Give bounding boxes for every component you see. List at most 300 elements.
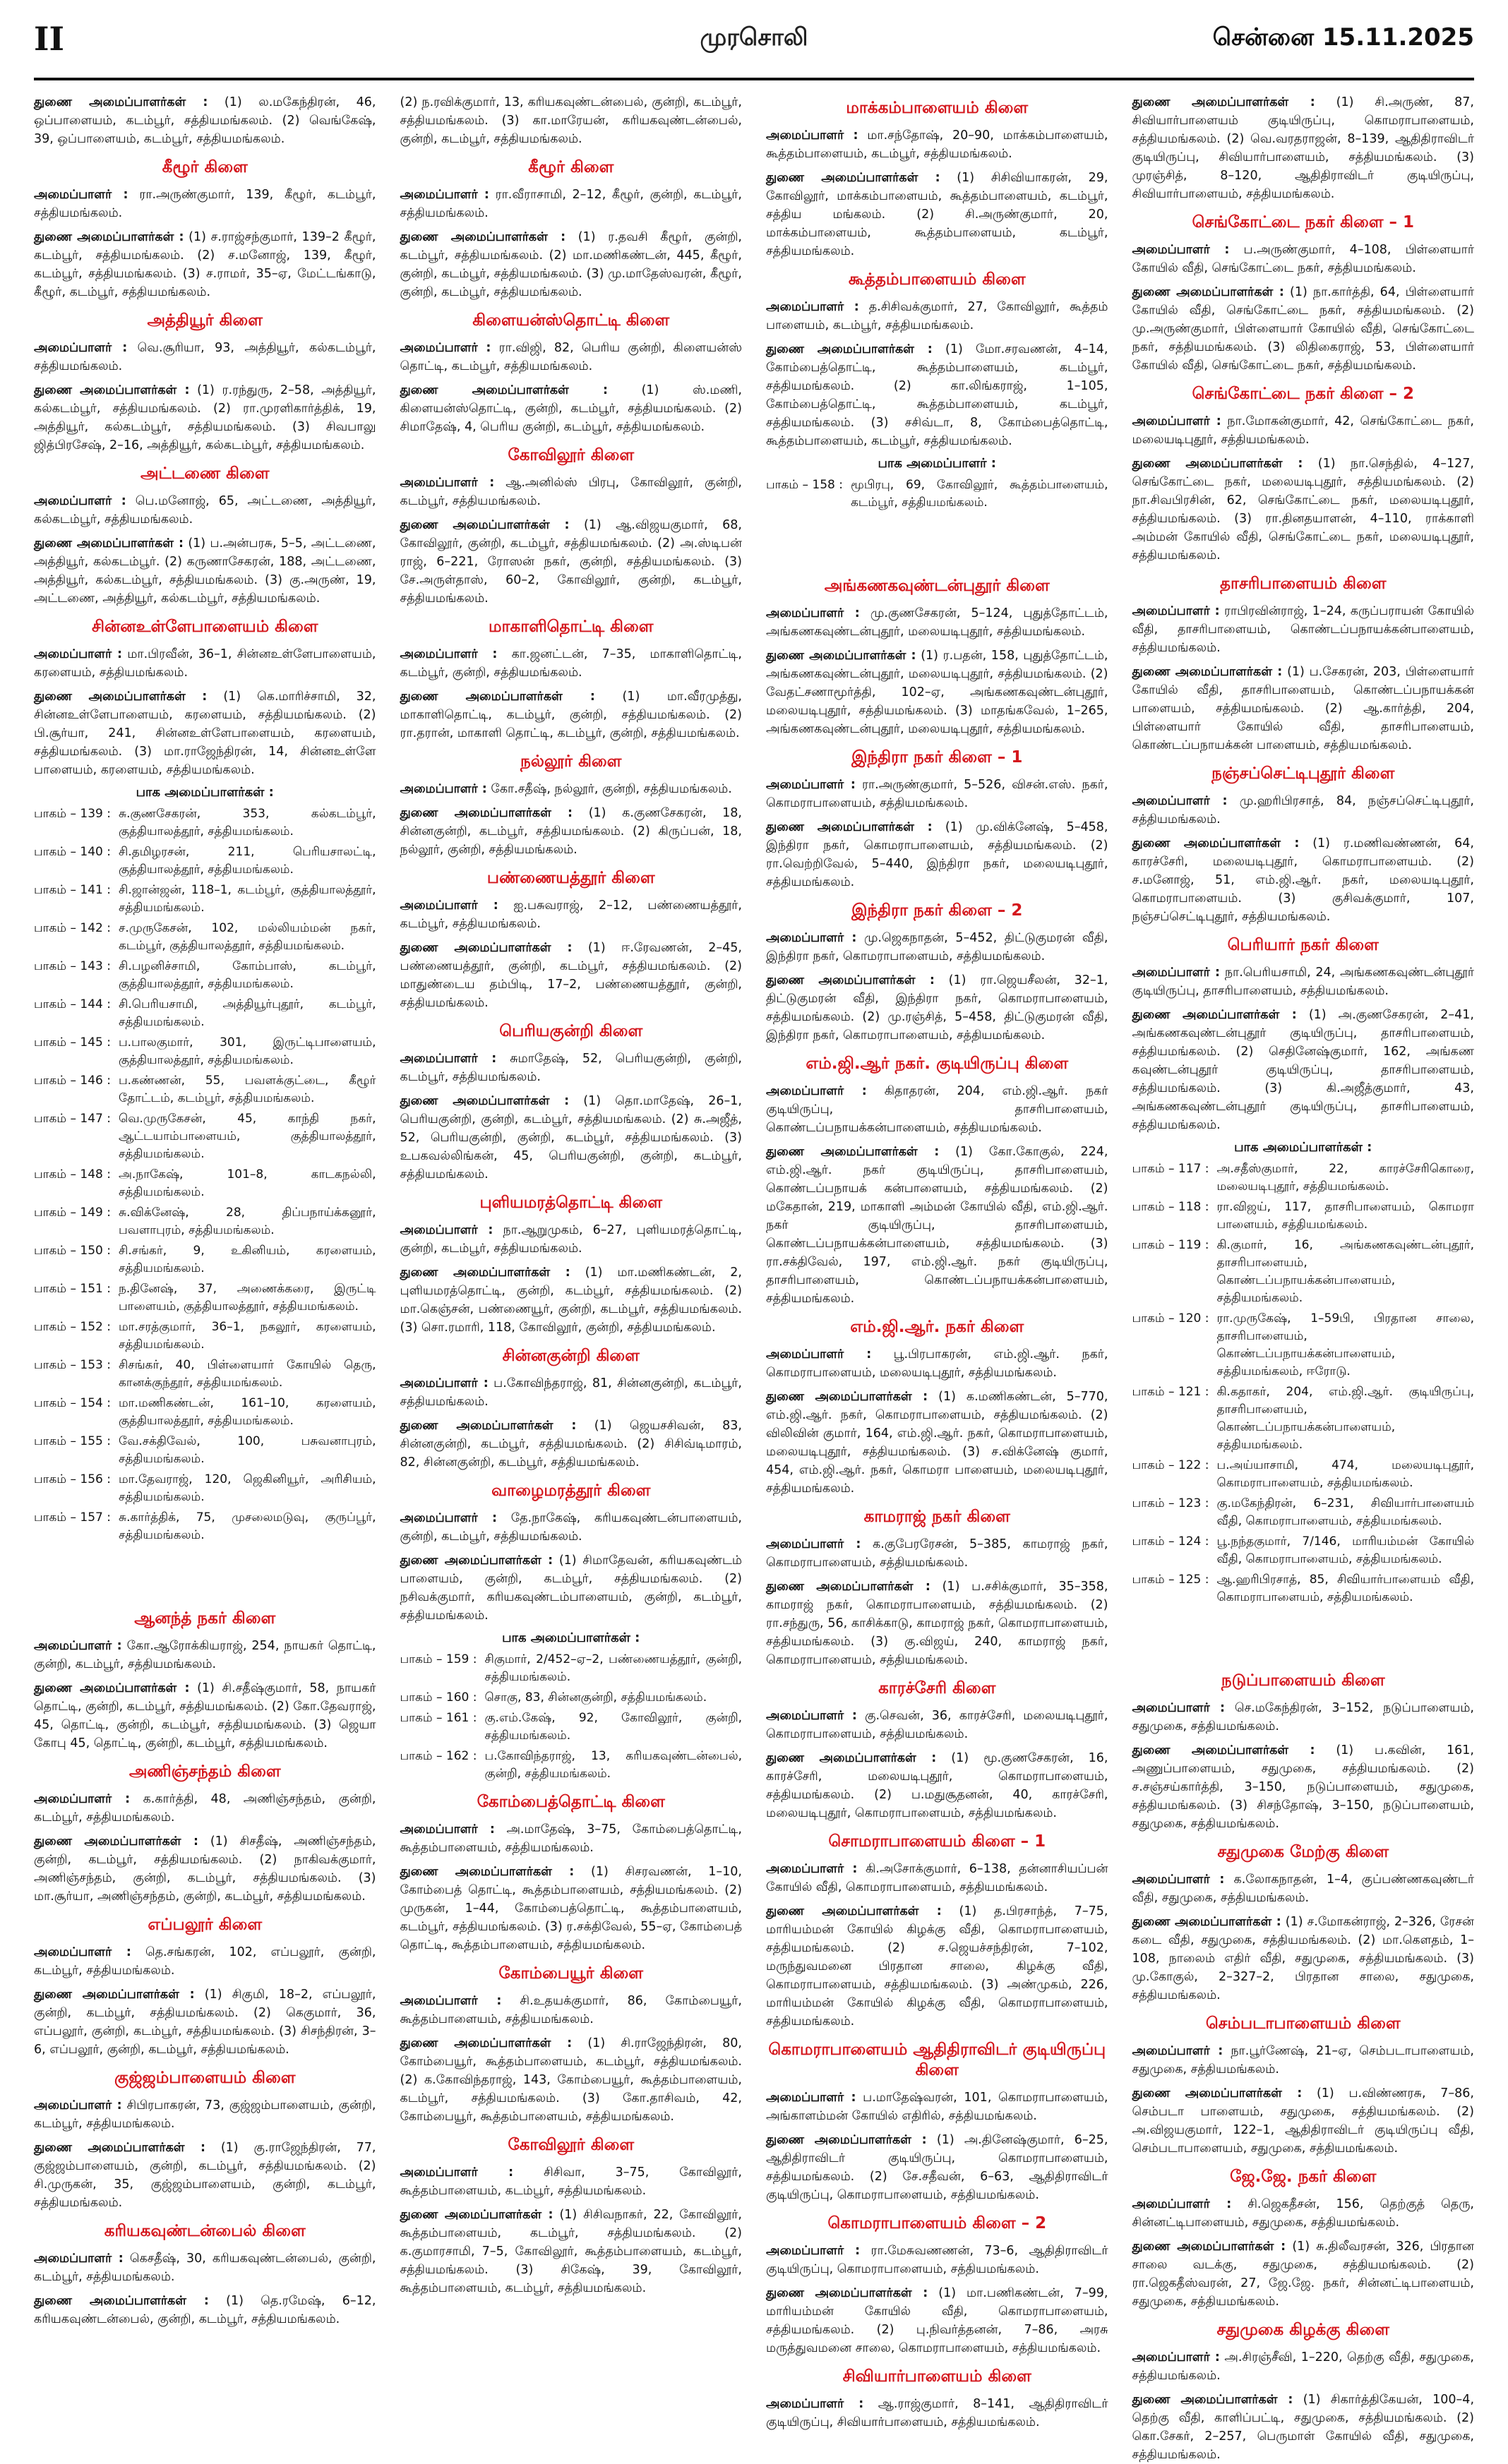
branch-section (34, 1916, 376, 2059)
branch-section (1132, 764, 1475, 926)
deputy-organizers-entry (400, 516, 743, 608)
deputy-organizers-value: (1) மூ.குணசேகரன், 16, காரச்சேரி, மலையடிபுதூர், கொமராபாளையம், சத்தியமங்கலம். (2) ப.மதுசூதனன், 40, காரச்சேரி, மலையடிபுதூர், கொமராபாளையம், சத்தியமங்கலம். (766, 1751, 1108, 1820)
booth-row (1132, 1533, 1475, 1568)
organizer-label: அமைப்பாளர் : (1132, 794, 1228, 808)
organizer-label: அமைப்பாளர் : (34, 647, 123, 661)
deputy-organizers-value: (1) சிசதீஷ், அணிஞ்சந்தம், குன்றி, கடம்பூர், சத்தியமங்கலம். (2) நாகிவக்குமார், அணிஞ்சந்தம், குன்றி, கடம்பூர், சத்தியமங்கலம். (3) மா.சூர்யா, அணிஞ்சந்தம், குன்றி, கடம்பூர், சத்தியமங்கலம். (34, 1834, 376, 1904)
organizer-label: அமைப்பாளர் : (34, 1639, 122, 1653)
booth-row (1132, 1457, 1475, 1492)
deputy-organizers-entry (766, 1388, 1108, 1498)
organizer-label: அமைப்பாளர் : (400, 1994, 502, 2008)
booth-organizer: சொகு, 83, சின்னகுன்றி, சத்தியமங்கலம். (484, 1690, 707, 1705)
column-2 (400, 93, 743, 2309)
booth-number: பாகம் – 118 : (1132, 1200, 1209, 1214)
booth-organizer: சிகுமார், 2/452–ஏ–2, பண்ணையத்தூர், குன்றி, சத்தியமங்கலம். (484, 1652, 742, 1684)
organizer-label: அமைப்பாளர் : (766, 2397, 864, 2411)
organizer-entry (34, 645, 376, 682)
organizer-label: அமைப்பாளர் : (400, 1511, 497, 1525)
organizer-label: அமைப்பாளர் : (766, 2091, 856, 2105)
branch-heading: அணிஞ்சந்தம் கிளை (128, 1762, 281, 1781)
branch-section (766, 2367, 1108, 2432)
deputy-organizers-label: துணை அமைப்பாளர்கள் : (34, 95, 208, 109)
booth-number: பாகம் – 158 : (766, 478, 843, 492)
deputy-organizers-entry (34, 1832, 376, 1906)
deputy-organizers-label: துணை அமைப்பாளர்கள் : (400, 1094, 570, 1108)
deputy-organizers-label: துணை அமைப்பாளர்கள் : (1132, 1008, 1297, 1022)
organizer-value: ஆ.அனில்ஸ் பிரபு, கோவிலூர், குன்றி, கடம்பூர், சத்தியமங்கலம். (400, 476, 742, 508)
organizer-entry (400, 339, 743, 375)
deputy-organizers-value: (1) கு.ராஜேந்திரன், 77, குஜ்ஜம்பாளையம், குன்றி, கடம்பூர், சத்தியமங்கலம். (2) சி.முருகன், 35, குஜ்ஜம்பாளையம், குன்றி, கடம்பூர், சத்தியமங்கலம். (34, 2141, 376, 2210)
organizer-entry (400, 1509, 743, 1546)
branch-section (766, 577, 1108, 738)
organizer-value: மு.ஹரிபிரசாத், 84, நஞ்சப்செட்டிபுதூர், சத்தியமங்கலம். (1132, 794, 1474, 827)
branch-section (1132, 2321, 1475, 2464)
deputy-organizers-label: துணை அமைப்பாளர்கள் : (766, 171, 940, 185)
organizer-value: சி.ஜெகதீசன், 156, தெற்குத் தெரு, சின்னட்டிபாளையம், சதுமுகை, சத்தியமங்கலம். (1132, 2197, 1474, 2230)
booth-row (34, 1395, 376, 1430)
organizer-entry (400, 1820, 743, 1857)
deputy-organizers-entry (400, 1551, 743, 1625)
organizer-value: பூ.பிரபாகரன், எம்.ஜி.ஆர். நகர், கொமராபாளையம், மலையடிபுதூர், சத்தியமங்கலம். (766, 1347, 1108, 1380)
organizer-value: ப.மாதேஷ்வரன், 101, கொமராபாளையம், அங்காளம்மன் கோயில் எதிரில், சத்தியமங்கலம். (766, 2091, 1108, 2123)
organizer-entry (766, 1082, 1108, 1137)
organizer-label: அமைப்பாளர் : (766, 931, 857, 945)
organizer-value: நா.ஆறுமுகம், 6–27, புளியமரத்தொட்டி, குன்றி, கடம்பூர், சத்தியமங்கலம். (400, 1223, 742, 1256)
deputy-organizers-label: துணை அமைப்பாளர்கள் : (1132, 1743, 1315, 1757)
booth-number: பாகம் – 147 : (34, 1112, 111, 1126)
booth-number: பாகம் – 146 : (34, 1074, 111, 1088)
organizer-label: அமைப்பாளர் : (766, 1537, 861, 1551)
branch-heading: பண்ணையத்தூர் கிளை (486, 869, 655, 887)
organizer-value: ரா.மேசுவணணன், 73–6, ஆதிதிராவிடர் குடியிருப்பு, கொமராபாளையம், சத்தியமங்கலம். (766, 2244, 1108, 2276)
organizer-value: கெசதீஷ், 30, கரியகவுண்டன்பைல், குன்றி, கடம்பூர், சத்தியமங்கலம். (34, 2252, 376, 2284)
branch-heading: நல்லூர் கிளை (520, 752, 622, 771)
branch-section (1132, 1843, 1475, 2005)
deputy-organizers-label: துணை அமைப்பாளர்கள் : (400, 2208, 553, 2222)
branch-heading: சதுமுகை மேற்கு கிளை (1217, 1843, 1389, 1861)
organizer-value: சிசிவா, 3–75, கோவிலூர், கூத்தம்பாளையம், கடம்பூர், சத்தியமங்கலம். (400, 2165, 742, 2198)
deputy-organizers-entry (400, 804, 743, 859)
branch-section (766, 1832, 1108, 2031)
deputy-organizers-value: (1) மா.மணிகண்டன், 2, புளியமரத்தொட்டி, குன்றி, கடம்பூர், சத்தியமங்கலம். (2) மா.கெஞ்சன், பண்ணையூர், குன்றி, கடம்பூர், சத்தியமங்கலம். (3) சொ.ரமாரி, 118, கோவிலூர், குன்றி, சத்தியமங்கலம். (400, 1266, 742, 1335)
organizer-label: அமைப்பாளர் : (1132, 2197, 1232, 2211)
deputy-organizers-entry (1132, 2084, 1475, 2158)
branch-heading: காரச்சேரி கிளை (878, 1679, 996, 1697)
article-columns (34, 93, 1475, 2462)
branch-section (766, 1054, 1108, 1308)
booth-number: பாகம் – 141 : (34, 883, 111, 897)
branch-section (766, 901, 1108, 1045)
organizer-entry (766, 604, 1108, 641)
booth-number: பாகம் – 161 : (400, 1711, 477, 1725)
branch-heading: வாழைமரத்தூர் கிளை (491, 1482, 651, 1500)
booth-number: பாகம் – 154 : (34, 1396, 111, 1410)
organizer-value: கோ.ஆரோக்கியராஜ், 254, நாயகர் தொட்டி, குன்றி, கடம்பூர், சத்தியமங்கலம். (34, 1639, 376, 1671)
deputy-organizers-entry (766, 340, 1108, 450)
branch-heading: தாசரிபாளையம் கிளை (1219, 575, 1387, 593)
deputy-organizers-entry (400, 1263, 743, 1337)
organizer-label: அமைப்பாளர் : (1132, 2044, 1223, 2058)
booth-number: பாகம் – 119 : (1132, 1238, 1209, 1252)
branch-heading: கொமராபாளையம் கிளை – 2 (827, 2214, 1047, 2232)
organizer-label: அமைப்பாளர் : (400, 1223, 493, 1237)
deputy-organizers-label: துணை அமைப்பாளர்கள் : (400, 806, 573, 820)
deputy-organizers-entry (400, 939, 743, 1012)
organizer-value: ரா.வீராசாமி, 2–12, கீழூர், குன்றி, கடம்பூர், சத்தியமங்கலம். (400, 188, 742, 220)
booth-row (34, 1072, 376, 1107)
organizer-entry (1132, 2195, 1475, 2232)
deputy-organizers-value: (1) ப.விண்ணரசு, 7–86, செம்படா பாளையம், சதுமுகை, சத்தியமங்கலம். (2) அ.விஜயகுமார், 122–1, ஆதிதிராவிடர் குடியிருப்பு வீதி, செம்படாபாளையம், சதுமுகை, சத்தியமங்கலம். (1132, 2086, 1474, 2156)
deputy-organizers-value: (1) ஆ.விஜயகுமார், 68, கோவிலூர், குன்றி, கடம்பூர், சத்தியமங்கலம். (2) அ.ஸ்டிபன் ராஜ், 6–221, ரோஸன் நகர், குன்றி, சத்தியமங்கலம். (3) சே.அருள்தாஸ், 60–2, கோவிலூர், குன்றி, கடம்பூர், சத்தியமங்கலம். (400, 518, 742, 606)
deputy-organizers-value: (1) கெ.மாரிச்சாமி, 32, சின்னஉள்ளேபாளையம், கரளையம், சத்தியமங்கலம். (2) பி.சூர்யா, 241, சின்னஉள்ளேபாளையம், கரளையம், சத்தியமங்கலம். (3) மா.ராஜேந்திரன், 14, சின்னஉள்ளே பாளையம், கரளையம், சத்தியமங்கலம். (34, 690, 376, 777)
booth-row (1132, 1237, 1475, 1307)
booth-row (34, 1318, 376, 1354)
branch-section (34, 2222, 376, 2328)
deputy-organizers-label: துணை அமைப்பாளர்கள் : (34, 1834, 198, 1849)
deputy-organizers-label: துணை அமைப்பாளர்கள் : (766, 1580, 930, 1594)
deputy-organizers-entry (1132, 93, 1475, 203)
booth-organizer: சி.பெரியசாமி, அத்தியூர்புதூர், கடம்பூர், சத்தியமங்கலம். (119, 997, 376, 1029)
branch-section (766, 748, 1108, 891)
organizer-label: அமைப்பாளர் : (400, 647, 498, 661)
branch-section (34, 618, 376, 1544)
organizer-entry (766, 298, 1108, 335)
booth-row (34, 1242, 376, 1278)
branch-heading: இந்திரா நகர் கிளை – 1 (851, 748, 1023, 767)
booth-organizer: மா.மணிகண்டன், 161–10, கரளையம், குத்தியாலத்தூர், சத்தியமங்கலம். (119, 1396, 376, 1428)
deputy-organizers-entry (766, 647, 1108, 738)
organizer-value: பெ.மனோஜ், 65, அட்டணை, அத்தியூர், கல்கடம்பூர், சத்தியமங்கலம். (34, 494, 376, 527)
booth-number: பாகம் – 162 : (400, 1749, 477, 1763)
booth-row (1132, 1310, 1475, 1381)
deputy-organizers-value: (1) மா.வீரமுத்து, மாகாளிதொட்டி, கடம்பூர், குன்றி, சத்தியமங்கலம். (2) ரா.தரான், மாகாளி தொட்டி, கடம்பூர், குன்றி, சத்தியமங்கலம். (400, 690, 742, 740)
deputy-organizers-label: துணை அமைப்பாளர்கள் : (34, 230, 184, 244)
organizer-value: நா.பெரியசாமி, 24, அங்கணகவுண்டன்புதூர் குடியிருப்பு, தாசரிபாளையம், சத்தியமங்கலம். (1132, 966, 1474, 998)
booth-row (34, 1110, 376, 1163)
branch-section (34, 1609, 376, 1753)
deputy-organizers-label: துணை அமைப்பாளர்கள் : (766, 1904, 942, 1918)
deputy-organizers-entry (1132, 663, 1475, 755)
booth-organizer: ஆ.ஹரிபிரசாத், 85, சிவியார்பாளையம் வீதி, கொமராபாளையம், சத்தியமங்கலம். (1216, 1573, 1474, 1604)
column-gap (34, 1554, 376, 1604)
organizer-entry (766, 776, 1108, 812)
deputy-organizers-entry (766, 818, 1108, 891)
organizer-label: அமைப்பாளர் : (400, 188, 489, 202)
booth-organizers-heading: பாக அமைப்பாளர்கள் : (1234, 1140, 1372, 1155)
deputy-organizers-value: (1) க.மணிகண்டன், 5–770, எம்.ஜி.ஆர். நகர், கொமராபாளையம், சத்தியமங்கலம். (2) விலிவின் குமார், 164, எம்.ஜி.ஆர். நகர், கொமராபாளையம், மலையடிபுதூர், சத்தியமங்கலம். (3) ச.விக்னேஷ் குமார், 454, எம்.ஜி.ஆர். நகர், கொமரா பாளையம், மலையடிபுதூர், சத்தியமங்கலம். (766, 1390, 1108, 1496)
organizer-label: அமைப்பாளர் : (34, 494, 126, 508)
deputy-organizers-value: (1) சிசிவியாகரன், 29, கோவிலூர், மாக்கம்பாளையம், கூத்தம்பாளையம், கடம்பூர், சத்திய மங்கலம். (2) சி.அருண்குமார், 20, மாக்கம்பாளையம், கூத்தம்பாளையம், கடம்பூர், சத்தியமங்கலம். (766, 171, 1108, 258)
booth-number: பாகம் – 121 : (1132, 1385, 1209, 1399)
organizer-label: அமைப்பாளர் : (1132, 2350, 1220, 2364)
organizer-value: சுமாதேஷ், 52, பெரியகுன்றி, குன்றி, கடம்பூர், சத்தியமங்கலம். (400, 1052, 742, 1084)
booth-row (34, 1280, 376, 1316)
booth-number: பாகம் – 144 : (34, 997, 111, 1011)
deputy-organizers-value: (1) சிசிவநாகர், 22, கோவிலூர், கூத்தம்பாளையம், கடம்பூர், சத்தியமங்கலம். (2) க.குமாரசாமி, 7–5, கோவிலூர், கூத்தம்பாளையம், கடம்பூர், சத்தியமங்கலம். (3) சிகேஷ், 39, கோவிலூர், கூத்தம்பாளையம், கடம்பூர், சத்தியமங்கலம். (400, 2208, 742, 2295)
deputy-organizers-entry (34, 228, 376, 301)
newspaper-title: முரசொலி (700, 23, 808, 52)
booth-organizer: கு.மகேந்திரன், 6–231, சிவியார்பாளையம் வீதி, கொமராபாளையம், சத்தியமங்கலம். (1216, 1496, 1474, 1528)
deputy-organizers-entry (34, 1679, 376, 1753)
organizer-label: அமைப்பாளர் : (766, 1862, 858, 1876)
branch-section (400, 1194, 743, 1337)
booth-row (34, 996, 376, 1031)
branch-heading: பெரியகுன்றி கிளை (499, 1022, 643, 1040)
deputy-organizers-value: (1) சிகார்த்திகேயன், 100–4, தெற்கு வீதி, காளிப்பட்டி, சதுமுகை, சத்தியமங்கலம். (2) கொ.சேகர், 2–257, பெருமாள் கோயில் வீதி, சதுமுகை, சத்தியமங்கலம். (1132, 2393, 1475, 2462)
branch-heading: கீழூர் கிளை (162, 158, 248, 176)
organizer-value: ராபிரவின்ராஜ், 1–24, கருப்பராயன் கோயில் வீதி, தாசரிபாளையம், கொண்டப்பநாயக்கன்பாளையம், சத்தியமங்கலம். (1132, 604, 1474, 655)
deputy-organizers-label: துணை அமைப்பாளர்கள் : (34, 383, 190, 397)
deputy-organizers-label: துணை அமைப்பாளர்கள் : (400, 518, 570, 532)
deputy-organizers-value: (1) தெ.ரமேஷ், 6–12, கரியகவுண்டன்பைல், குன்றி, கடம்பூர், சத்தியமங்கலம். (34, 2294, 376, 2326)
deputy-organizers-value: (1) சிமாதேவன், கரியகவுண்டம் பாளையம், குன்றி, கடம்பூர், சத்தியமங்கலம். (2) நசிவக்குமார், கரியகவுண்டம்பாளையம், குன்றி, கடம்பூர், சத்தியமங்கலம். (400, 1553, 743, 1623)
organizer-label: அமைப்பாளர் : (400, 899, 498, 913)
branch-section (766, 1679, 1108, 1822)
booth-organizer: சு.விக்னேஷ், 28, திப்பநாய்க்கனூர், பவளாபுரம், சத்தியமங்கலம். (119, 1206, 376, 1237)
branch-heading: மாக்கம்பாளையம் கிளை (846, 99, 1029, 117)
deputy-organizers-value: (1) சு.திலீவரசன், 326, பிரதான சாலை வடக்கு, சதுமுகை, சத்தியமங்கலம். (2) ரா.ஜெகதீஸ்வரன், 27, ஜே.ஜே. நகர், சின்னட்டிபாளையம், சதுமுகை, சத்தியமங்கலம். (1132, 2240, 1474, 2309)
deputy-organizers-value: (1) ஸ்.மணி, கிளையன்ஸ்தொட்டி, குன்றி, கடம்பூர், சத்தியமங்கலம். (2) சிமாதேஷ், 4, பெரிய குன்றி, கடம்பூர், சத்தியமங்கலம். (400, 383, 742, 434)
organizer-label: அமைப்பாளர் : (1132, 243, 1230, 257)
deputy-organizers-label: துணை அமைப்பாளர்கள் : (400, 690, 595, 704)
deputy-organizers-label: துணை அமைப்பாளர்கள் : (400, 383, 608, 397)
organizer-label: அமைப்பாளர் : (1132, 414, 1221, 428)
deputy-organizers-value: (1) ச.மோகன்ராஜ், 2–326, ரேசன் கடை வீதி, சதுமுகை, சத்தியமங்கலம். (2) மா.கௌதம், 1–108, நாலைம் எதிர் வீதி, சதுமுகை, சத்தியமங்கலம். (3) மு.கோகுல், 2–327–2, பிரதான சாலை, சதுமுகை, சத்தியமங்கலம். (1132, 1915, 1474, 2002)
booth-organizer: சு.கார்த்திக், 75, முசலைமடுவு, குருப்பூர், சத்தியமங்கலம். (119, 1510, 376, 1542)
booth-organizer: வெ.முருகேசன், 45, காந்தி நகர், ஆட்டயாம்பாளையம், குத்தியாலத்தூர், சத்தியமங்கலம். (119, 1112, 376, 1161)
booth-organizers-heading: பாக அமைப்பாளர்கள் : (502, 1630, 640, 1645)
branch-section (766, 2041, 1108, 2204)
deputy-organizers-entry (766, 1749, 1108, 1822)
organizer-value: சிபிரபாகரன், 73, குஜ்ஜம்பாளையம், குன்றி, கடம்பூர், சத்தியமங்கலம். (34, 2098, 376, 2131)
branch-section (400, 1347, 743, 1472)
branch-section (400, 752, 743, 859)
deputy-organizers-entry (1132, 834, 1475, 926)
deputy-organizers-value: (1) ப.கவின், 161, அணுப்பாளையம், சதுமுகை, சத்தியமங்கலம். (2) ச.சஞ்சய்கார்த்தி, 3–150, நடுப்பாளையம், சதுமுகை, சத்தியமங்கலம். (3) சிசந்தோஷ், 3–150, நடுப்பாளையம், சதுமுகை, சத்தியமங்கலம். (1132, 1743, 1474, 1831)
organizer-value: கி.அசோக்குமார், 6–138, தன்னாசியப்பன் கோயில் வீதி, கொமராபாளையம், சத்தியமங்கலம். (766, 1862, 1108, 1894)
deputy-organizers-entry (34, 2292, 376, 2328)
deputy-organizers-entry (1132, 1006, 1475, 1134)
deputy-organizers-entry (400, 1092, 743, 1184)
booth-number: பாகம் – 120 : (1132, 1311, 1209, 1326)
organizer-label: அமைப்பாளர் : (400, 476, 495, 490)
deputy-organizers-entry (1132, 1913, 1475, 2005)
column-1 (34, 93, 376, 2326)
deputy-organizers-value: (1) ர.ரந்துரு, 2–58, அத்தியூர், கல்கடம்பூர், சத்தியமங்கலம். (2) ரா.முரளிகார்த்திக், 19, அத்தியூர், கல்கடம்பூர், சத்தியமங்கலம். (3) சிவபாலு ஜித்பிரசேஷ், 2–16, அத்தியூர், கல்கடம்பூர், சத்தியமங்கலம். (34, 383, 376, 452)
column-gap (1132, 1616, 1475, 1666)
deputy-organizers-value: (1) ஜெயசசிவன், 83, சின்னகுன்றி, கடம்பூர், சத்தியமங்கலம். (2) சிசிவ்டிமாரம், 82, சின்னகுன்றி, கடம்பூர், சத்தியமங்கலம். (400, 1419, 742, 1470)
organizer-label: அமைப்பாளர் : (400, 341, 491, 355)
branch-section (400, 446, 743, 608)
deputy-organizers-value: (1) ல.மகேந்திரன், 46, ஒப்பாளையம், கடம்பூர், சத்தியமங்கலம். (2) வெங்கேஷ், 39, ஒப்பாளையம், கடம்பூர், சத்தியமங்கலம். (34, 95, 376, 146)
deputy-organizers-entry (400, 381, 743, 436)
organizer-entry (34, 2096, 376, 2133)
booth-number: பாகம் – 156 : (34, 1472, 111, 1486)
deputy-organizers-entry (34, 534, 376, 608)
booth-organizer: ச.முருகேசன், 102, மல்லியம்மன் நகர், கடம்பூர், குத்தியாலத்தூர், சத்தியமங்கலம். (119, 921, 376, 953)
organizer-label: அமைப்பாளர் : (34, 1792, 131, 1806)
branch-heading: சொமராபாளையம் கிளை – 1 (828, 1832, 1046, 1851)
branch-heading: அத்தியூர் கிளை (147, 311, 263, 330)
booth-organizer: ப.பாலகுமார், 301, இருட்டிபாளையம், குத்தியாலத்தூர், சத்தியமங்கலம். (119, 1035, 376, 1067)
deputy-organizers-entry (766, 1902, 1108, 2031)
booth-row (34, 1034, 376, 1069)
branch-heading: எப்பலூர் கிளை (148, 1916, 263, 1934)
deputy-organizers-entry (34, 687, 376, 779)
organizer-label: அமைப்பாளர் : (766, 300, 859, 314)
organizer-entry (766, 2242, 1108, 2278)
organizer-label: அமைப்பாளர் : (766, 1709, 857, 1723)
branch-heading: குஜ்ஜம்பாளையம் கிளை (114, 2069, 296, 2087)
booth-organizer: கி.குமார், 16, அங்கணகவுண்டன்புதூர், தாசரிபாளையம், கொண்டப்பநாயக்கன்பாளையம், சத்தியமங்கலம். (1216, 1238, 1474, 1305)
branch-heading: கோவிலூர் கிளை (508, 2136, 635, 2154)
organizer-entry (34, 1943, 376, 1980)
deputy-organizers-value: (1) நா.கார்த்தி, 64, பிள்ளையார் கோயில் வீதி, செங்கோட்டை நகர், சத்தியமங்கலம். (2) மு.அருண்குமார், பிள்ளையார் கோயில் வீதி, செங்கோட்டை நகர், சத்தியமங்கலம். (3) லிதிகைராஜ், 53, பிள்ளையார் கோயில் வீதி, செங்கோட்டை நகர், சத்தியமங்கலம். (1132, 285, 1474, 373)
booth-organizer: ப.கண்ணன், 55, பவளக்குட்டை, கீழூர் தோட்டம், கடம்பூர், சத்தியமங்கலம். (119, 1074, 376, 1105)
branch-heading: இந்திரா நகர் கிளை – 2 (851, 901, 1023, 920)
organizer-entry (1132, 602, 1475, 657)
deputy-organizers-value: (1) மா.பணிகண்டன், 7–99, மாரியம்மன் கோயில் வீதி, கொமராபாளையம், சத்தியமங்கலம். (2) பு.நிவர்த்தனன், 7–86, அரசு மருத்துவமனை சாலை, கொமராபாளையம், சத்தியமங்கலம். (766, 2286, 1108, 2355)
booth-number: பாகம் – 143 : (34, 959, 111, 973)
booth-row (1132, 1571, 1475, 1606)
organizer-value: க.லோகநாதன், 1–4, குப்பண்ணகவுண்டர் வீதி, சதுமுகை, சத்தியமங்கலம். (1132, 1873, 1474, 1905)
organizer-entry (766, 1860, 1108, 1897)
booth-organizer: மா.தேவராஜ், 120, ஜெகினியூர், அரிசியம், சத்தியமங்கலம். (119, 1472, 376, 1504)
booth-number: பாகம் – 153 : (34, 1358, 111, 1372)
branch-heading: அட்டணை கிளை (140, 464, 270, 483)
booth-organizers-heading: பாக அமைப்பாளர்கள் : (136, 785, 274, 800)
deputy-organizers-label: துணை அமைப்பாளர்கள் : (766, 342, 933, 356)
organizer-entry (400, 645, 743, 682)
branch-heading: கோவிலூர் கிளை (508, 446, 635, 464)
branch-heading: ஆனந்த் நகர் கிளை (134, 1609, 276, 1628)
deputy-organizers-value: (1) கோ.கோகுல், 224, எம்.ஜி.ஆர். நகர் குடியிருப்பு, தாசரிபாளையம், கொண்டப்பநாயக் கன்பாளையம், சத்தியமங்கலம். (2) மகேதான், 219, மாகாளி அம்மன் கோயில் வீதி, எம்.ஜி.ஆர். நகர் குடியிருப்பு, தாசரிபாளையம், கொண்டப்பநாயக்கன்பாளையம், சத்தியமங்கலம். (3) ரா.சக்திவேல், 197, எம்.ஜி.ஆர். நகர் குடியிருப்பு, தாசரிபாளையம், கொண்டப்பநாயக்கன்பாளையம், சத்தியமங்கலம். (766, 1145, 1108, 1306)
booth-number: பாகம் – 152 : (34, 1320, 111, 1334)
booth-number: பாகம் – 159 : (400, 1652, 477, 1666)
branch-section (400, 2136, 743, 2297)
branch-section (766, 270, 1108, 512)
booth-number: பாகம் – 123 : (1132, 1496, 1209, 1510)
branch-heading: காமராஜ் நகர் கிளை (863, 1508, 1010, 1526)
deputy-organizers-entry (34, 93, 376, 148)
booth-organizer: கி.கதாகர், 204, எம்.ஜி.ஆர். குடியிருப்பு, தாசரிபாளையம், கொண்டப்பநாயக்கன்பாளையம், சத்தியமங்கலம். (1216, 1385, 1474, 1452)
deputy-organizers-label: துணை அமைப்பாளர்கள் : (400, 941, 573, 955)
branch-heading: ஜே.ஜே. நகர் கிளை (1230, 2168, 1377, 2186)
deputy-organizers-value: (1) ஈ.ரேவணன், 2–45, பண்ணையத்தூர், குன்றி, கடம்பூர், சத்தியமங்கலம். (2) மாதுண்டைய தம்பிடி, 17–2, பண்ணையத்தூர், குன்றி, சத்தியமங்கலம். (400, 941, 742, 1010)
organizer-entry (400, 780, 743, 798)
booth-organizer: மா.சரத்குமார், 36–1, நகலூர், கரளையம், சத்தியமங்கலம். (119, 1320, 376, 1352)
booth-number: பாகம் – 125 : (1132, 1573, 1209, 1587)
deputy-organizers-entry (400, 1417, 743, 1472)
booth-row (34, 882, 376, 917)
booth-row (766, 476, 1108, 512)
branch-heading: கொமராபாளையம் ஆதிதிராவிடர் குடியிருப்பு கிளை (768, 2041, 1106, 2079)
branch-section (766, 1508, 1108, 1669)
deputy-organizers-entry (1132, 1741, 1475, 1833)
organizer-entry (400, 1050, 743, 1086)
booth-row (1132, 1495, 1475, 1530)
booth-number: பாகம் – 124 : (1132, 1534, 1209, 1549)
deputy-organizers-label: துணை அமைப்பாளர்கள் : (766, 1390, 928, 1404)
organizer-entry (1132, 963, 1475, 1000)
deputy-organizers-value: (1) ப.சசிக்குமார், 35–358, காமராஜ் நகர், கொமராபாளையம், சத்தியமங்கலம். (2) ரா.சந்துரு, 56, காசிக்காடு, காமராஜ் நகர், கொமராபாளையம், சத்தியமங்கலம். (3) கு.விஜய், 240, காமராஜ் நகர், கொமராபாளையம், சத்தியமங்கலம். (766, 1580, 1108, 1667)
organizer-entry (1132, 1699, 1475, 1736)
organizer-label: அமைப்பாளர் : (766, 2244, 861, 2258)
organizer-entry (34, 492, 376, 529)
branch-section (1132, 936, 1475, 1606)
deputy-organizers-entry (34, 381, 376, 455)
deputy-organizers-value: (1) சிகுமி, 18–2, எப்பலூர், குன்றி, கடம்பூர், சத்தியமங்கலம். (2) கெகுமார், 36, எப்பலூர், குன்றி, கடம்பூர், சத்தியமங்கலம். (3) சிசந்திரன், 3–6, எப்பலூர், குன்றி, கடம்பூர், சத்தியமங்கலம். (34, 1988, 376, 2057)
organizer-label: அமைப்பாளர் : (400, 782, 487, 796)
organizer-value: செ.மகேந்திரன், 3–152, நடுப்பாளையம், சதுமுகை, சத்தியமங்கலம். (1132, 1701, 1474, 1733)
booth-row (34, 805, 376, 841)
branch-heading: நஞ்சப்செட்டிபுதூர் கிளை (1211, 764, 1395, 783)
organizer-value: கிதாதரன், 204, எம்.ஜி.ஆர். நகர் குடியிருப்பு, தாசரிபாளையம், கொண்டப்பநாயக்கன்பாளையம், சத்தியமங்கலம். (766, 1084, 1108, 1135)
organizer-entry (766, 2395, 1108, 2432)
booth-number: பாகம் – 117 : (1132, 1162, 1209, 1176)
column-gap (766, 522, 1108, 571)
organizer-value: கோ.சதீஷ், நல்லூர், குன்றி, சத்தியமங்கலம். (491, 782, 732, 796)
branch-heading: புளியமரத்தொட்டி கிளை (479, 1194, 662, 1212)
booth-row (34, 1357, 376, 1392)
organizer-value: மு.ஜெகநாதன், 5–452, திட்டுகுமரன் வீதி, இந்திரா நகர், கொமராபாளையம், சத்தியமங்கலம். (766, 931, 1108, 963)
organizer-label: அமைப்பாளர் : (1132, 966, 1221, 980)
organizer-entry (766, 2089, 1108, 2125)
page-number: II (34, 20, 65, 58)
booth-number: பாகம் – 142 : (34, 921, 111, 935)
continued-text: (2) ந.ரவிக்குமார், 13, கரியகவுண்டன்பைல், குன்றி, கடம்பூர், சத்தியமங்கலம். (3) கா.மாரேயன், கரியகவுண்டன்பைல், குன்றி, கடம்பூர், சத்தியமங்கலம். (400, 95, 742, 146)
organizer-entry (400, 474, 743, 510)
organizer-label: அமைப்பாளர் : (34, 2098, 122, 2113)
branch-section (400, 1482, 743, 1783)
organizer-label: அமைப்பாளர் : (766, 606, 860, 620)
organizer-label: அமைப்பாளர் : (766, 128, 858, 143)
deputy-organizers-value: (1) ர.தவசி கீழூர், குன்றி, கடம்பூர், சத்தியமங்கலம். (2) மா.மணிகண்டன், 445, கீழூர், குன்றி, கடம்பூர், சத்தியமங்கலம். (3) மு.மாதேஸ்வரன், கீழூர், குன்றி, கடம்பூர், சத்தியமங்கலம். (400, 230, 742, 299)
booth-number: பாகம் – 122 : (1132, 1458, 1209, 1472)
deputy-organizers-label: துணை அமைப்பாளர்கள் : (34, 536, 184, 551)
organizer-entry (1132, 241, 1475, 277)
deputy-organizers-value: (1) ச.ராஜ்சந்குமார், 139–2 கீழூர், கடம்பூர், சத்தியமங்கலம். (2) ச.மனோஜ், 139, கீழூர், கடம்பூர், சத்தியமங்கலம். (3) ச.ராமர், 35–ஏ, மேட்டங்காடு, கீழூர், கடம்பூர், சத்தியமங்கலம். (34, 230, 376, 299)
organizer-value: மு.குணசேகரன், 5–124, புதுத்தோட்டம், அங்கணகவுண்டன்புதூர், மலையடிபுதூர், சத்தியமங்கலம். (766, 606, 1108, 639)
branch-section (766, 2214, 1108, 2357)
organizer-value: ஆ.ராஜ்குமார், 8–141, ஆதிதிராவிடர் குடியிருப்பு, சிவியார்பாளையம், சத்தியமங்கலம். (766, 2397, 1108, 2429)
deputy-organizers-label: துணை அமைப்பாளர்கள் : (766, 2286, 928, 2300)
branch-heading: செம்படாபாளையம் கிளை (1205, 2014, 1401, 2033)
branch-section (1132, 1671, 1475, 1833)
booth-row (34, 1204, 376, 1239)
organizer-entry (766, 1345, 1108, 1382)
booth-row (1132, 1383, 1475, 1454)
organizer-label: அமைப்பாளர் : (766, 778, 856, 792)
branch-heading: கோம்பையூர் கிளை (498, 1964, 644, 1983)
organizer-value: தே.நாகேஷ், கரியகவுண்டன்பாளையம், குன்றி, கடம்பூர், சத்தியமங்கலம். (400, 1511, 742, 1544)
deputy-organizers-label: துணை அமைப்பாளர்கள் : (766, 973, 935, 987)
organizer-value: வெ.சூரியா, 93, அத்தியூர், கல்கடம்பூர், சத்தியமங்கலம். (34, 341, 376, 373)
deputy-organizers-label: துணை அமைப்பாளர்கள் : (766, 1145, 940, 1159)
booth-organizer: கு.எம்.கேஷ், 92, கோவிலூர், குன்றி, சத்தியமங்கலம். (484, 1711, 742, 1743)
organizer-entry (766, 1707, 1108, 1743)
deputy-organizers-value: (1) த.பிரசாந்த், 7–75, மாரியம்மன் கோயில் கிழக்கு வீதி, கொமராபாளையம், சத்தியமங்கலம். (2) ச.ஜெயச்சந்திரன், 7–102, மருந்துவமனை பிரதான சாலை, கிழக்கு வீதி, கொமராபாளையம், சத்தியமங்கலம். (3) அண்முகம், 226, மாரியம்மன் கோயில் கிழக்கு வீதி, கொமராபாளையம், சத்தியமங்கலம். (766, 1904, 1108, 2029)
booth-organizer: அ.சதீஸ்குமார், 22, காரச்சேரிகொரை, மலையடிபுதூர், சத்தியமங்கலம். (1216, 1162, 1474, 1194)
deputy-organizers-entry (1132, 283, 1475, 375)
branch-section (1132, 385, 1475, 565)
organizer-entry (1132, 2042, 1475, 2079)
organizer-label: அமைப்பாளர் : (1132, 604, 1220, 618)
deputy-organizers-label: துணை அமைப்பாளர்கள் : (34, 2141, 205, 2155)
organizer-label: அமைப்பாளர் : (1132, 1701, 1226, 1715)
organizer-label: அமைப்பாளர் : (34, 341, 128, 355)
branch-section (400, 1793, 743, 1954)
